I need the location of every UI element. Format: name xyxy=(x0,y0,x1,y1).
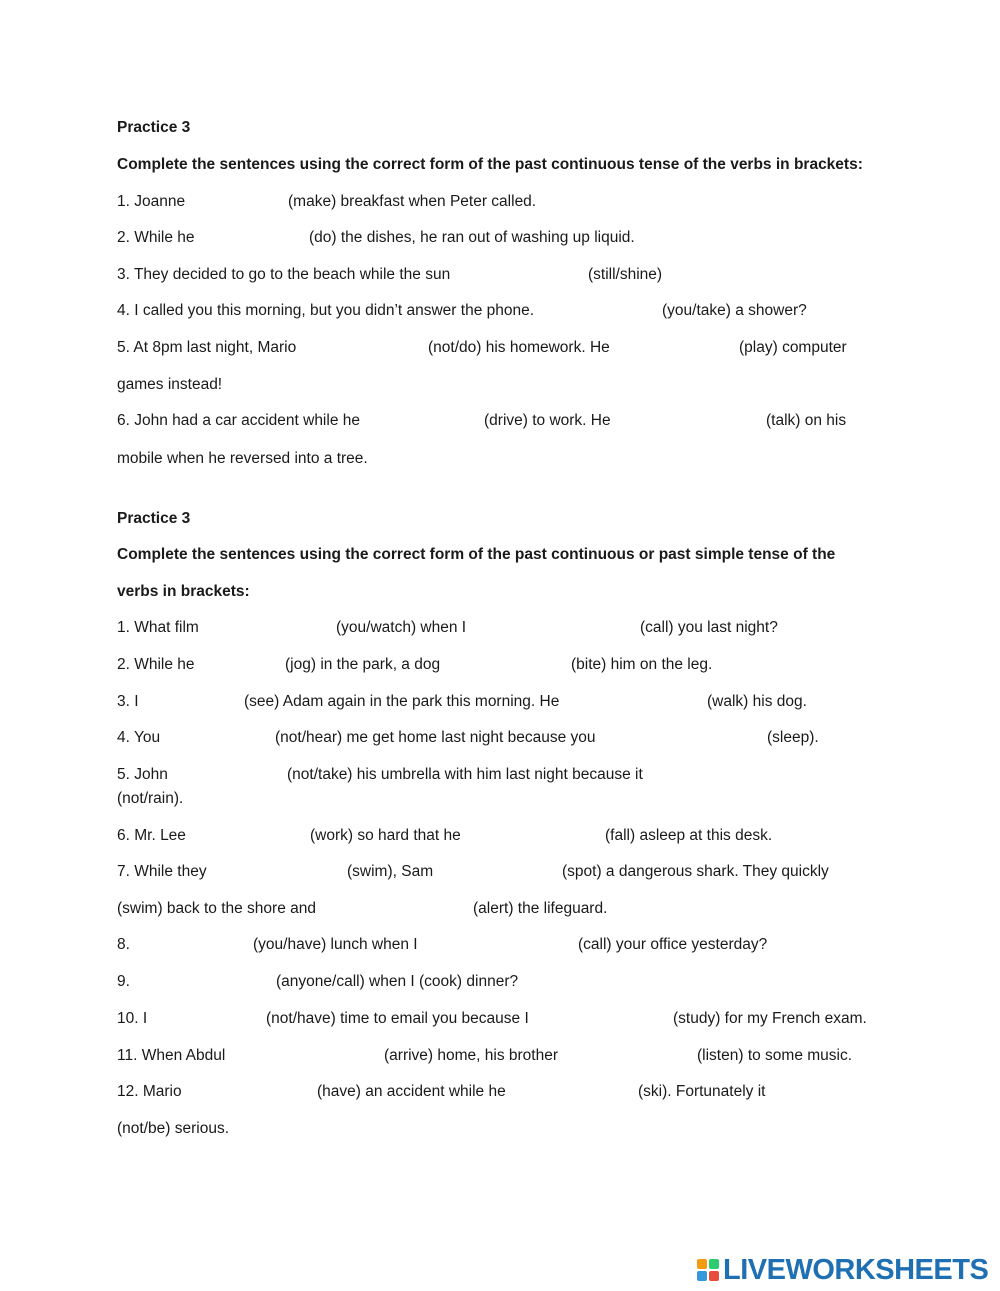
logo-tile-3 xyxy=(697,1271,707,1281)
s1-5-part-a: 5. At 8pm last night, Mario xyxy=(117,339,297,356)
s2-2-part-a: 2. While he xyxy=(117,656,195,673)
section2-instruction-line2: verbs in brackets: xyxy=(117,583,250,600)
s2-1-part-c: (call) you last night? xyxy=(640,619,778,636)
s1-6-part-a: 6. John had a car accident while he xyxy=(117,412,360,429)
s1-5-part-b: (not/do) his homework. He xyxy=(428,339,610,356)
s2-2-part-c: (bite) him on the leg. xyxy=(571,656,713,673)
s2-9-part-a: 9. xyxy=(117,973,130,990)
s2-7-part-c: (spot) a dangerous shark. They quickly xyxy=(562,863,829,880)
liveworksheets-wordmark: LIVEWORKSHEETS xyxy=(723,1253,989,1286)
s2-10-part-b: (not/have) time to email you because I xyxy=(266,1010,529,1027)
logo-tile-2 xyxy=(709,1259,719,1269)
s1-6-part-b: (drive) to work. He xyxy=(484,412,611,429)
s2-12-part-a: 12. Mario xyxy=(117,1083,182,1100)
s2-6-part-a: 6. Mr. Lee xyxy=(117,827,186,844)
liveworksheets-icon xyxy=(697,1259,719,1281)
s2-4-part-c: (sleep). xyxy=(767,729,819,746)
s1-6-part-d: mobile when he reversed into a tree. xyxy=(117,450,368,467)
s1-5-part-d: games instead! xyxy=(117,376,223,393)
s2-11-part-c: (listen) to some music. xyxy=(697,1047,853,1064)
s1-3-part-a: 3. They decided to go to the beach while the sun xyxy=(117,266,451,283)
s2-4-part-a: 4. You xyxy=(117,729,161,746)
s1-5-part-c: (play) computer xyxy=(739,339,847,356)
liveworksheets-logo xyxy=(697,1255,988,1285)
s2-9-part-b: (anyone/call) when I (cook) dinner? xyxy=(276,973,519,990)
s2-2-part-b: (jog) in the park, a dog xyxy=(285,656,441,673)
s2-5-part-a: 5. John xyxy=(117,766,168,783)
s2-3-part-a: 3. I xyxy=(117,693,139,710)
s2-4-part-b: (not/hear) me get home last night because you xyxy=(275,729,596,746)
s2-3-part-c: (walk) his dog. xyxy=(707,693,807,710)
s1-1-part-b: (make) breakfast when Peter called. xyxy=(288,193,537,210)
s1-4-part-b: (you/take) a shower? xyxy=(662,302,807,319)
s2-3-part-b: (see) Adam again in the park this morning. He xyxy=(244,693,560,710)
section2-instruction-line1: Complete the sentences using the correct form of the past continuous or past simple tense of the xyxy=(117,546,836,563)
s2-7-part-e: (alert) the lifeguard. xyxy=(473,900,608,917)
s1-6-part-c: (talk) on his xyxy=(766,412,847,429)
s1-2-part-a: 2. While he xyxy=(117,229,195,246)
s2-1-part-a: 1. What film xyxy=(117,619,199,636)
s1-4-part-a: 4. I called you this morning, but you didn’t answer the phone. xyxy=(117,302,535,319)
section1-heading: Practice 3 xyxy=(117,119,191,136)
s2-12-part-c: (ski). Fortunately it xyxy=(638,1083,766,1100)
section1-instruction: Complete the sentences using the correct form of the past continuous tense of the verbs in brackets: xyxy=(117,156,863,173)
s2-10-part-a: 10. I xyxy=(117,1010,148,1027)
s2-11-part-a: 11. When Abdul xyxy=(117,1047,226,1064)
logo-tile-4 xyxy=(709,1271,719,1281)
s2-12-part-d: (not/be) serious. xyxy=(117,1120,229,1137)
section2-heading: Practice 3 xyxy=(117,510,191,527)
s2-7-part-b: (swim), Sam xyxy=(347,863,434,880)
s2-10-part-c: (study) for my French exam. xyxy=(673,1010,867,1027)
s2-8-part-c: (call) your office yesterday? xyxy=(578,936,768,953)
s2-8-part-a: 8. xyxy=(117,936,130,953)
s2-5-part-c: (not/rain). xyxy=(117,790,184,807)
logo-tile-1 xyxy=(697,1259,707,1269)
s2-5-part-b: (not/take) his umbrella with him last night because it xyxy=(287,766,643,783)
s2-6-part-b: (work) so hard that he xyxy=(310,827,461,844)
s2-1-part-b: (you/watch) when I xyxy=(336,619,467,636)
s2-12-part-b: (have) an accident while he xyxy=(317,1083,506,1100)
s1-1-part-a: 1. Joanne xyxy=(117,193,186,210)
s1-3-part-b: (still/shine) xyxy=(588,266,663,283)
s2-8-part-b: (you/have) lunch when I xyxy=(253,936,418,953)
s2-7-part-a: 7. While they xyxy=(117,863,207,880)
s1-2-part-b: (do) the dishes, he ran out of washing up liquid. xyxy=(309,229,635,246)
s2-7-part-d: (swim) back to the shore and xyxy=(117,900,317,917)
s2-6-part-c: (fall) asleep at this desk. xyxy=(605,827,773,844)
s2-11-part-b: (arrive) home, his brother xyxy=(384,1047,559,1064)
